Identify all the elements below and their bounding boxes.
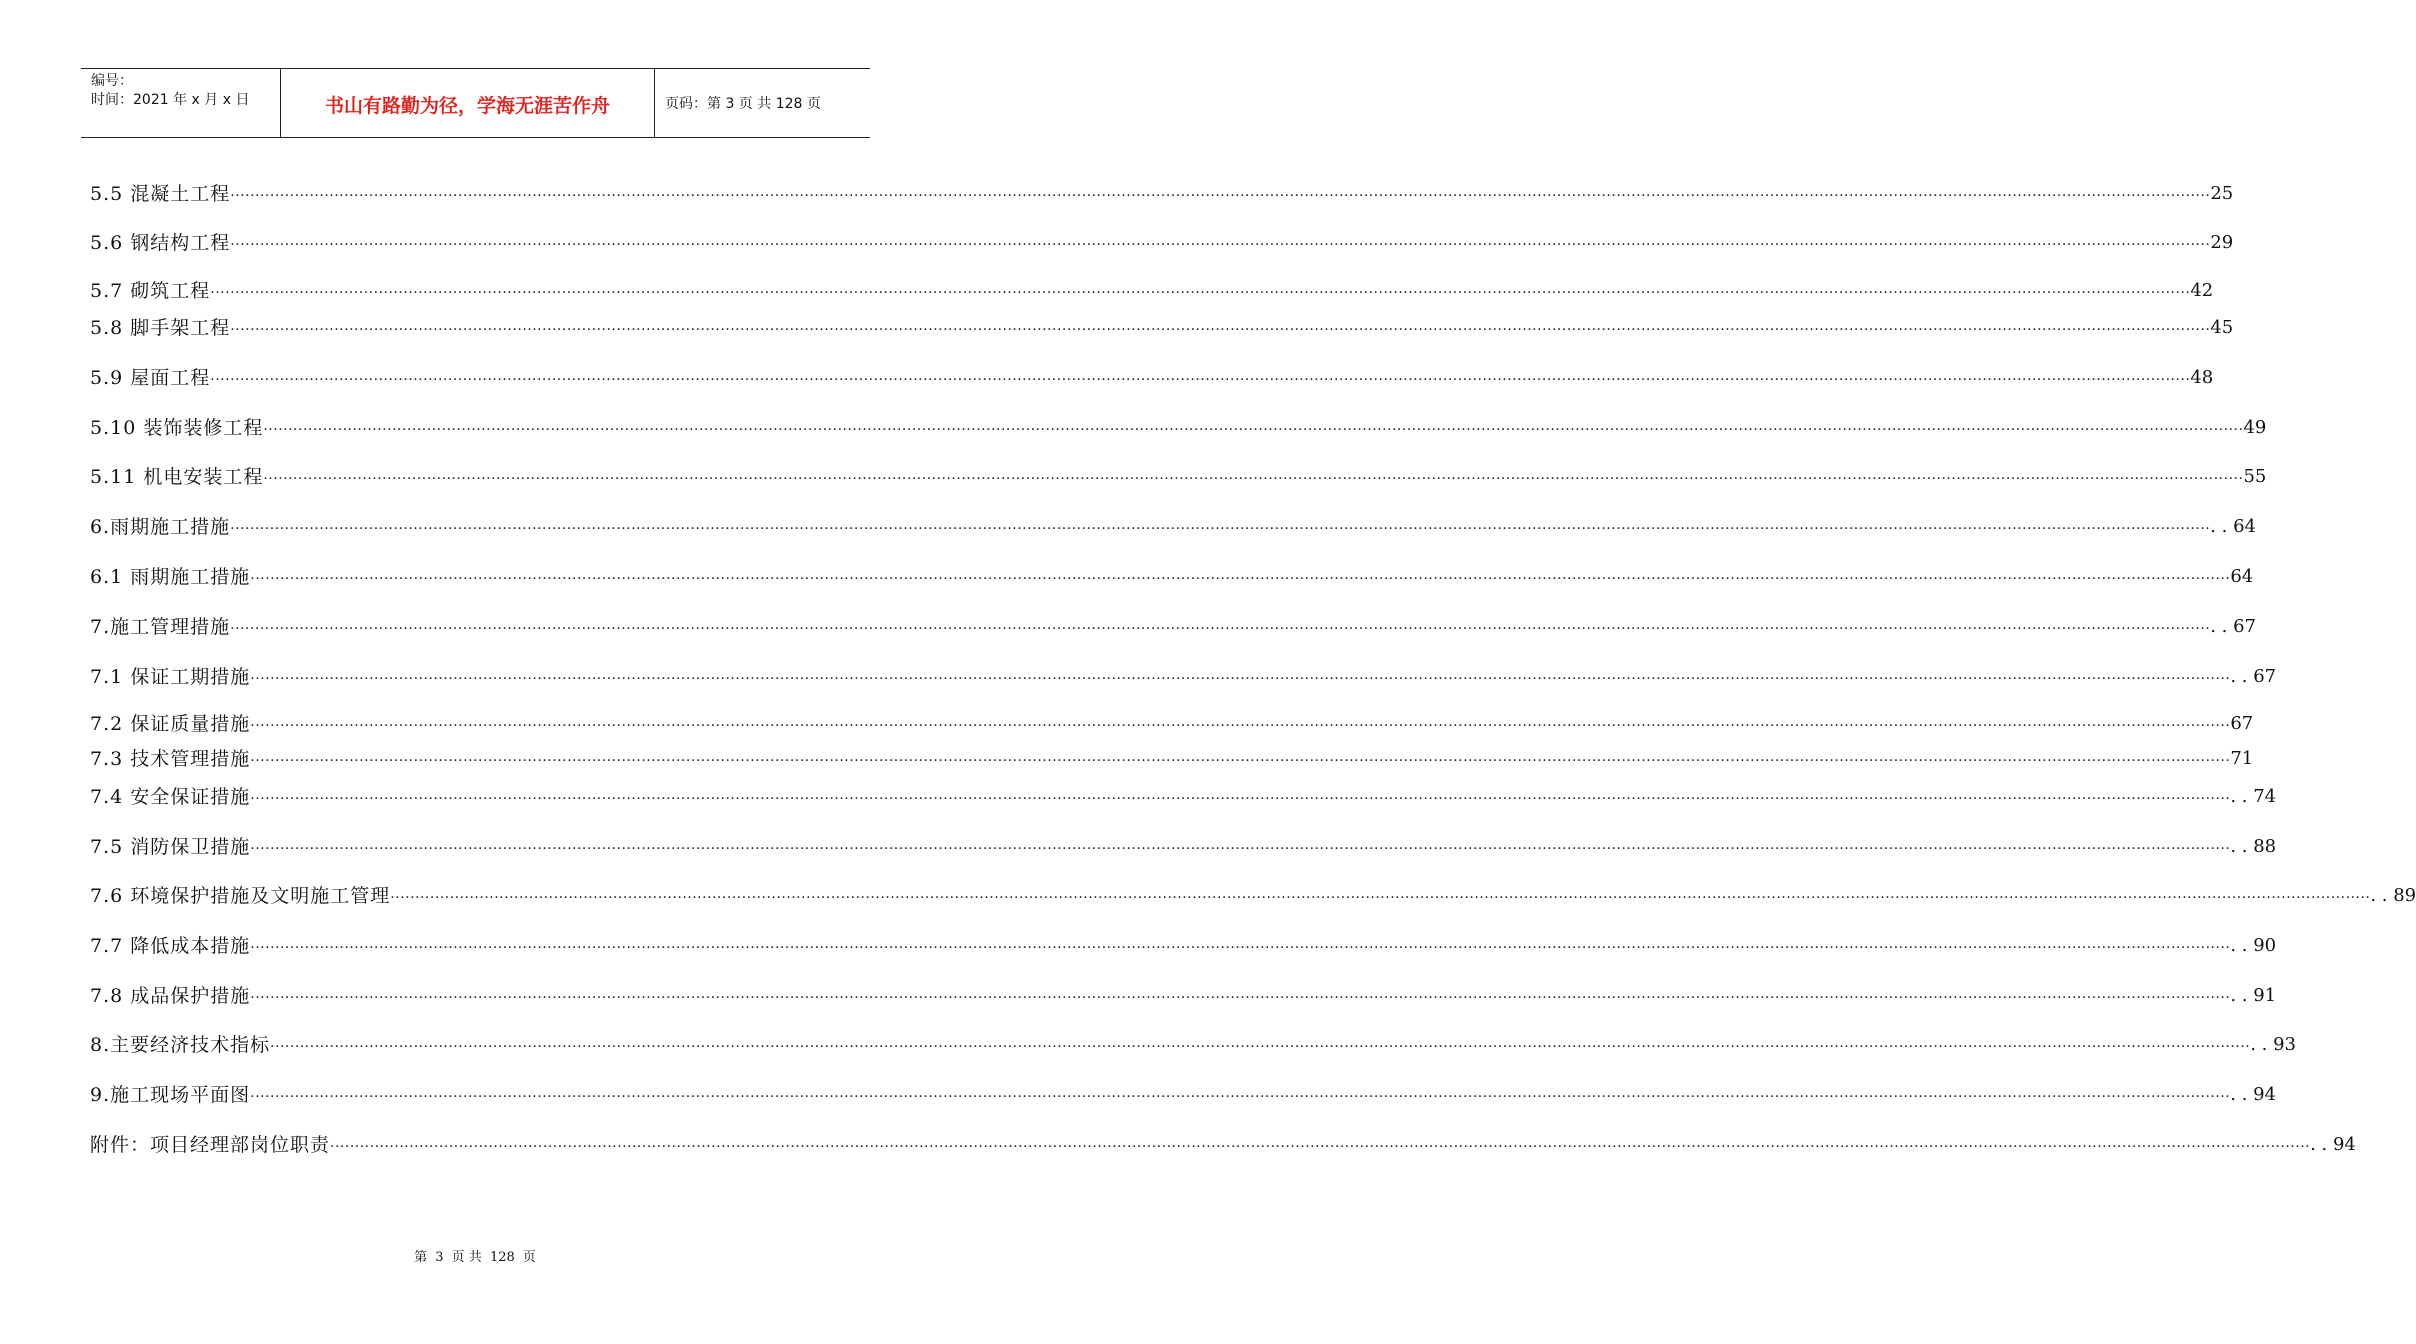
document-time-label: 时间：2021 年 x 月 x 日 [91,92,250,108]
toc-entry-title: 7.6 环境保护措施及文明施工管理 [90,885,391,907]
toc-entry[interactable] [90,882,2416,910]
toc-entry-title: 7.施工管理措施 [90,616,231,638]
toc-leader-dots: ················································································································································································································································································································································································································ [330,1139,2311,1155]
header-table [81,68,870,138]
toc-entry[interactable] [90,1131,2356,1159]
toc-entry-title: 5.8 脚手架工程 [90,317,231,339]
toc-leader-dots: ················································································································································································································································································································································································································ [250,940,2231,956]
toc-entry-title: 7.2 保证质量措施 [90,713,251,735]
toc-entry-page: 48 [2190,367,2214,388]
toc-entry[interactable] [90,710,2254,738]
toc-entry[interactable] [90,783,2277,811]
footer-suffix: 页 [522,1250,536,1265]
toc-entry-page: 45 [2210,317,2234,338]
toc-entry-page: . . 94 [2230,1084,2277,1105]
toc-entry[interactable] [90,1081,2277,1109]
footer-middle: 页 共 [451,1250,482,1265]
header-page-info: 页码：第 3 页 共 128 页 [665,96,821,112]
toc-leader-dots: ················································································································································································································································································································································································································ [210,285,2191,301]
toc-entry-title: 5.11 机电安装工程 [90,466,264,488]
footer-current-page: 3 [435,1250,444,1265]
toc-entry[interactable] [90,932,2277,960]
toc-entry[interactable] [90,513,2257,541]
toc-entry[interactable] [90,745,2254,773]
toc-entry[interactable] [90,180,2234,208]
toc-leader-dots: ················································································································································································································································································································································································································ [230,322,2211,338]
toc-entry-title: 6.雨期施工措施 [90,516,231,538]
toc-entry[interactable] [90,982,2277,1010]
toc-entry[interactable] [90,613,2257,641]
toc-leader-dots: ················································································································································································································································································································································································································ [230,621,2211,637]
toc-entry-page: . . 64 [2210,516,2257,537]
toc-leader-dots: ················································································································································································································································································································································································································ [263,422,2244,438]
toc-entry-title: 6.1 雨期施工措施 [90,566,251,588]
toc-entry-title: 9.施工现场平面图 [90,1084,251,1106]
toc-entry-page: . . 88 [2230,836,2277,857]
toc-entry-title: 5.6 钢结构工程 [90,232,231,254]
toc-entry[interactable] [90,314,2234,342]
toc-entry-title: 7.7 降低成本措施 [90,935,251,957]
toc-entry-page: 42 [2190,280,2214,301]
toc-leader-dots: ················································································································································································································································································································································································································ [230,188,2211,204]
document-number-label: 编号： [91,73,133,89]
toc-entry-page: . . 94 [2310,1134,2356,1155]
toc-entry[interactable] [90,463,2267,491]
toc-entry-title: 8.主要经济技术指标 [90,1034,271,1056]
toc-entry-title: 7.4 安全保证措施 [90,786,251,808]
toc-entry-page: . . 67 [2230,666,2277,687]
toc-leader-dots: ················································································································································································································································································································································································································ [250,1089,2231,1105]
toc-leader-dots: ················································································································································································································································································································································································································ [250,718,2231,734]
toc-entry-page: 64 [2230,566,2254,587]
toc-leader-dots: ················································································································································································································································································································································································································ [250,671,2231,687]
toc-leader-dots: ················································································································································································································································································································································································································ [250,753,2231,769]
toc-entry-page: . . 67 [2210,616,2257,637]
toc-leader-dots: ················································································································································································································································································································································································································ [250,990,2231,1006]
toc-entry-page: . . 74 [2230,786,2277,807]
header-left-cell [81,69,281,137]
toc-leader-dots: ················································································································································································································································································································································································································ [210,372,2191,388]
page-footer [0,1246,950,1265]
toc-entry-title: 7.5 消防保卫措施 [90,836,251,858]
toc-entry-title: 7.8 成品保护措施 [90,985,251,1007]
toc-entry-page: 55 [2243,466,2267,487]
toc-entry-page: . . 89 [2370,885,2416,906]
toc-entry[interactable] [90,833,2277,861]
toc-leader-dots: ················································································································································································································································································································································································································ [250,841,2231,857]
toc-entry-title: 5.7 砌筑工程 [90,280,211,302]
toc-entry-page: . . 90 [2230,935,2277,956]
toc-entry[interactable] [90,1031,2297,1059]
toc-entry[interactable] [90,277,2214,305]
toc-entry-page: 67 [2230,713,2254,734]
toc-entry-page: 49 [2243,417,2267,438]
toc-leader-dots: ················································································································································································································································································································································································································ [263,471,2244,487]
toc-entry-title: 5.5 混凝土工程 [90,183,231,205]
toc-entry-page: 71 [2230,748,2254,769]
header-motto: 书山有路勤为径，学海无涯苦作舟 [281,69,655,137]
toc-leader-dots: ················································································································································································································································································································································································································ [250,571,2231,587]
toc-entry[interactable] [90,229,2234,257]
toc-leader-dots: ················································································································································································································································································································································································································ [390,890,2371,906]
footer-total-pages: 128 [489,1250,515,1265]
toc-entry-page: 29 [2210,232,2234,253]
toc-entry[interactable] [90,364,2214,392]
toc-entry[interactable] [90,414,2267,442]
toc-entry-title: 附件：项目经理部岗位职责 [90,1134,331,1156]
toc-leader-dots: ················································································································································································································································································································································································································ [230,237,2211,253]
toc-entry[interactable] [90,563,2254,591]
toc-entry-page: 25 [2210,183,2234,204]
toc-leader-dots: ················································································································································································································································································································································································································ [230,521,2211,537]
toc-entry[interactable] [90,663,2277,691]
toc-leader-dots: ················································································································································································································································································································································································································ [270,1039,2251,1055]
toc-entry-page: . . 91 [2230,985,2277,1006]
toc-entry-page: . . 93 [2250,1034,2297,1055]
footer-prefix: 第 [414,1250,428,1265]
toc-entry-title: 5.9 屋面工程 [90,367,211,389]
toc-entry-title: 7.1 保证工期措施 [90,666,251,688]
toc-leader-dots: ················································································································································································································································································································································································································ [250,791,2231,807]
toc-entry-title: 5.10 装饰装修工程 [90,417,264,439]
toc-entry-title: 7.3 技术管理措施 [90,748,251,770]
